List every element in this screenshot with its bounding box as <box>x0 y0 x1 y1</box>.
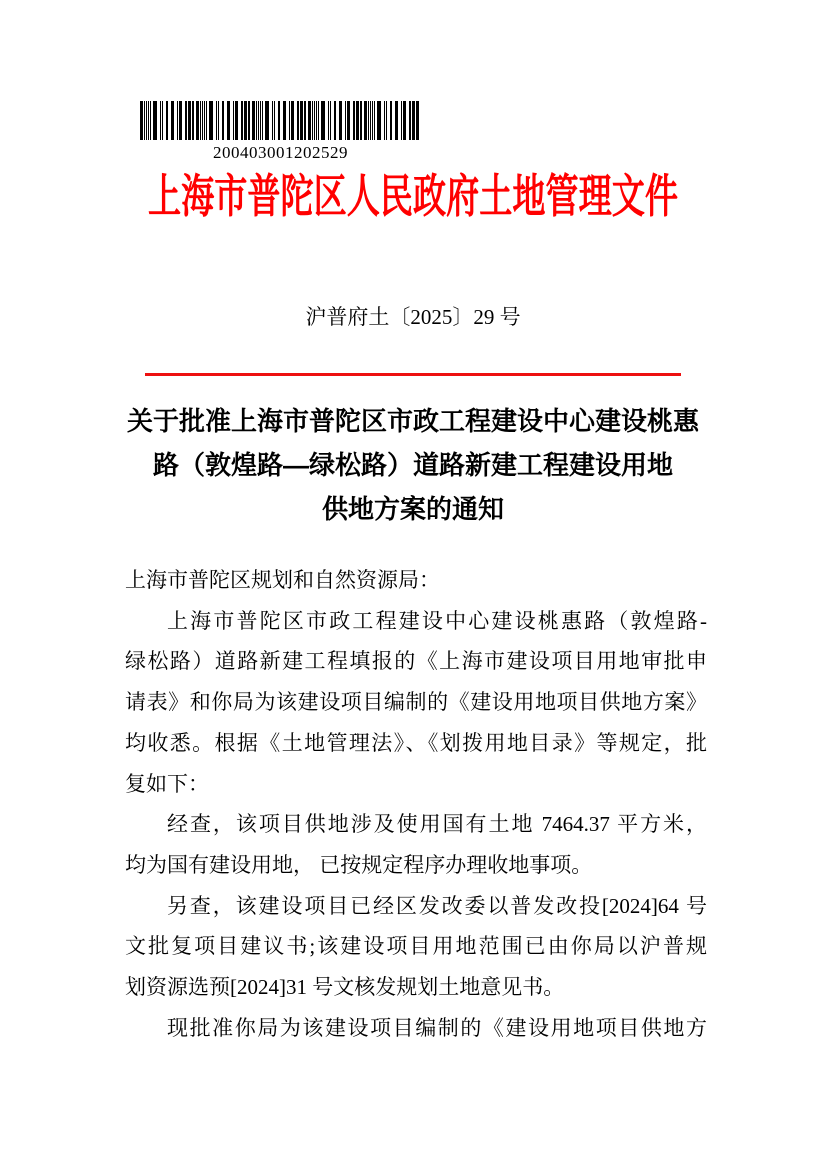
barcode-bar <box>403 101 406 140</box>
barcode-bar <box>401 101 402 140</box>
barcode-bar <box>150 101 151 140</box>
barcode-bar <box>188 101 191 140</box>
barcode-bar <box>283 101 286 140</box>
barcode-bar <box>200 101 201 140</box>
notice-title-line: 路（敦煌路—绿松路）道路新建工程建设用地 <box>152 450 673 480</box>
barcode-bar <box>262 101 263 140</box>
barcode-bar <box>153 101 157 140</box>
body-text-line: 另查，该建设项目已经区发改委以普发改投[2024]64 号 <box>167 893 707 918</box>
barcode-bar <box>216 101 217 140</box>
barcode-bar <box>204 101 205 140</box>
barcode-number: 200403001202529 <box>213 143 348 162</box>
barcode-bar <box>409 101 411 140</box>
barcode-bar <box>314 101 315 140</box>
barcode-bar <box>386 101 387 140</box>
barcode-bar <box>412 101 415 140</box>
body-text-line: 上海市普陀区市政工程建设中心建设桃惠路（敦煌路- <box>167 608 707 633</box>
barcode-bar <box>160 101 161 140</box>
barcode-bar <box>222 101 224 140</box>
barcode-bar <box>241 101 243 140</box>
barcode-bar <box>235 101 238 140</box>
barcode-bar <box>321 101 325 140</box>
barcode-bar <box>353 101 355 140</box>
barcode-bar <box>192 101 194 140</box>
barcode-bar <box>384 101 385 140</box>
barcode-bar <box>272 101 273 140</box>
body-text-line: 均收悉。根据《土地管理法》、《划拨用地目录》等规定，批 <box>125 730 707 755</box>
barcode-bar <box>227 101 230 140</box>
masthead-title-text: 上海市普陀区人民政府土地管理文件 <box>148 169 678 223</box>
barcode-bar <box>140 101 143 140</box>
barcode-bar <box>196 101 199 140</box>
barcode-bar <box>289 101 290 140</box>
barcode-bar <box>312 101 313 140</box>
barcode-bar <box>316 101 317 140</box>
barcode-bar <box>233 101 234 140</box>
barcode-bar <box>244 101 247 140</box>
barcode-bar <box>318 101 319 140</box>
barcode-bar <box>368 101 369 140</box>
barcode-bar <box>390 101 392 140</box>
barcode-bar <box>146 101 147 140</box>
body-text-line: 文批复项目建议书;该建设项目用地范围已由你局以沪普规 <box>125 934 707 959</box>
barcode-bar <box>162 101 163 140</box>
red-divider-line <box>145 373 681 376</box>
barcode-bar <box>258 101 259 140</box>
barcode-bar <box>206 101 207 140</box>
barcode-bar <box>274 101 275 140</box>
barcode-bar <box>248 101 250 140</box>
notice-title-line: 供地方案的通知 <box>321 494 504 524</box>
barcode-bar <box>218 101 219 140</box>
barcode-bar <box>252 101 255 140</box>
barcode-bar <box>166 101 168 140</box>
body-text-line: 现批准你局为该建设项目编制的《建设用地项目供地方 <box>167 1015 707 1040</box>
barcode-bar <box>291 101 294 140</box>
barcode <box>140 101 421 140</box>
barcode-bar <box>347 101 350 140</box>
body-text-line: 绿松路）道路新建工程填报的《上海市建设项目用地审批申 <box>125 649 707 674</box>
barcode-bar <box>374 101 375 140</box>
barcode-bar <box>185 101 187 140</box>
masthead-title <box>0 170 826 222</box>
barcode-bar <box>148 101 149 140</box>
barcode-bar <box>356 101 359 140</box>
barcode-bar <box>144 101 145 140</box>
barcode-bar <box>330 101 331 140</box>
document-number: 沪普府土〔2025〕29 号 <box>305 305 521 329</box>
body-text-line: 经查，该项目供地涉及使用国有土地 7464.37 平方米， <box>167 812 707 837</box>
barcode-bar <box>300 101 303 140</box>
barcode-bar <box>304 101 306 140</box>
barcode-bar <box>334 101 336 140</box>
body-text-line: 划资源选预[2024]31 号文核发规划土地意见书。 <box>125 975 565 1000</box>
barcode-bar <box>377 101 381 140</box>
barcode-bar <box>308 101 311 140</box>
barcode-bar <box>370 101 371 140</box>
barcode-bar <box>256 101 257 140</box>
notice-title-line: 关于批准上海市普陀区市政工程建设中心建设桃惠 <box>126 406 699 436</box>
barcode-bar <box>278 101 280 140</box>
barcode-bar <box>328 101 329 140</box>
barcode-bar <box>177 101 178 140</box>
barcode-bar <box>345 101 346 140</box>
barcode-bar <box>395 101 398 140</box>
body-text-line: 均为国有建设用地， 已按规定程序办理收地事项。 <box>125 852 593 877</box>
body-text-line: 请表》和你局为该建设项目编制的《建设用地项目供地方案》 <box>125 690 707 715</box>
barcode-bar <box>179 101 182 140</box>
barcode-bar <box>202 101 203 140</box>
barcode-bar <box>372 101 373 140</box>
barcode-bar <box>260 101 261 140</box>
notice-title <box>0 399 826 531</box>
barcode-bar <box>416 101 419 140</box>
barcode-bar <box>360 101 362 140</box>
barcode-bar <box>339 101 342 140</box>
document-body <box>125 560 707 1048</box>
body-text-line: 上海市普陀区规划和自然资源局： <box>125 568 440 592</box>
body-text-line: 复如下： <box>125 771 209 796</box>
barcode-bar <box>297 101 299 140</box>
barcode-bar <box>209 101 213 140</box>
barcode-bar <box>364 101 367 140</box>
barcode-bar <box>265 101 269 140</box>
barcode-bar <box>171 101 174 140</box>
